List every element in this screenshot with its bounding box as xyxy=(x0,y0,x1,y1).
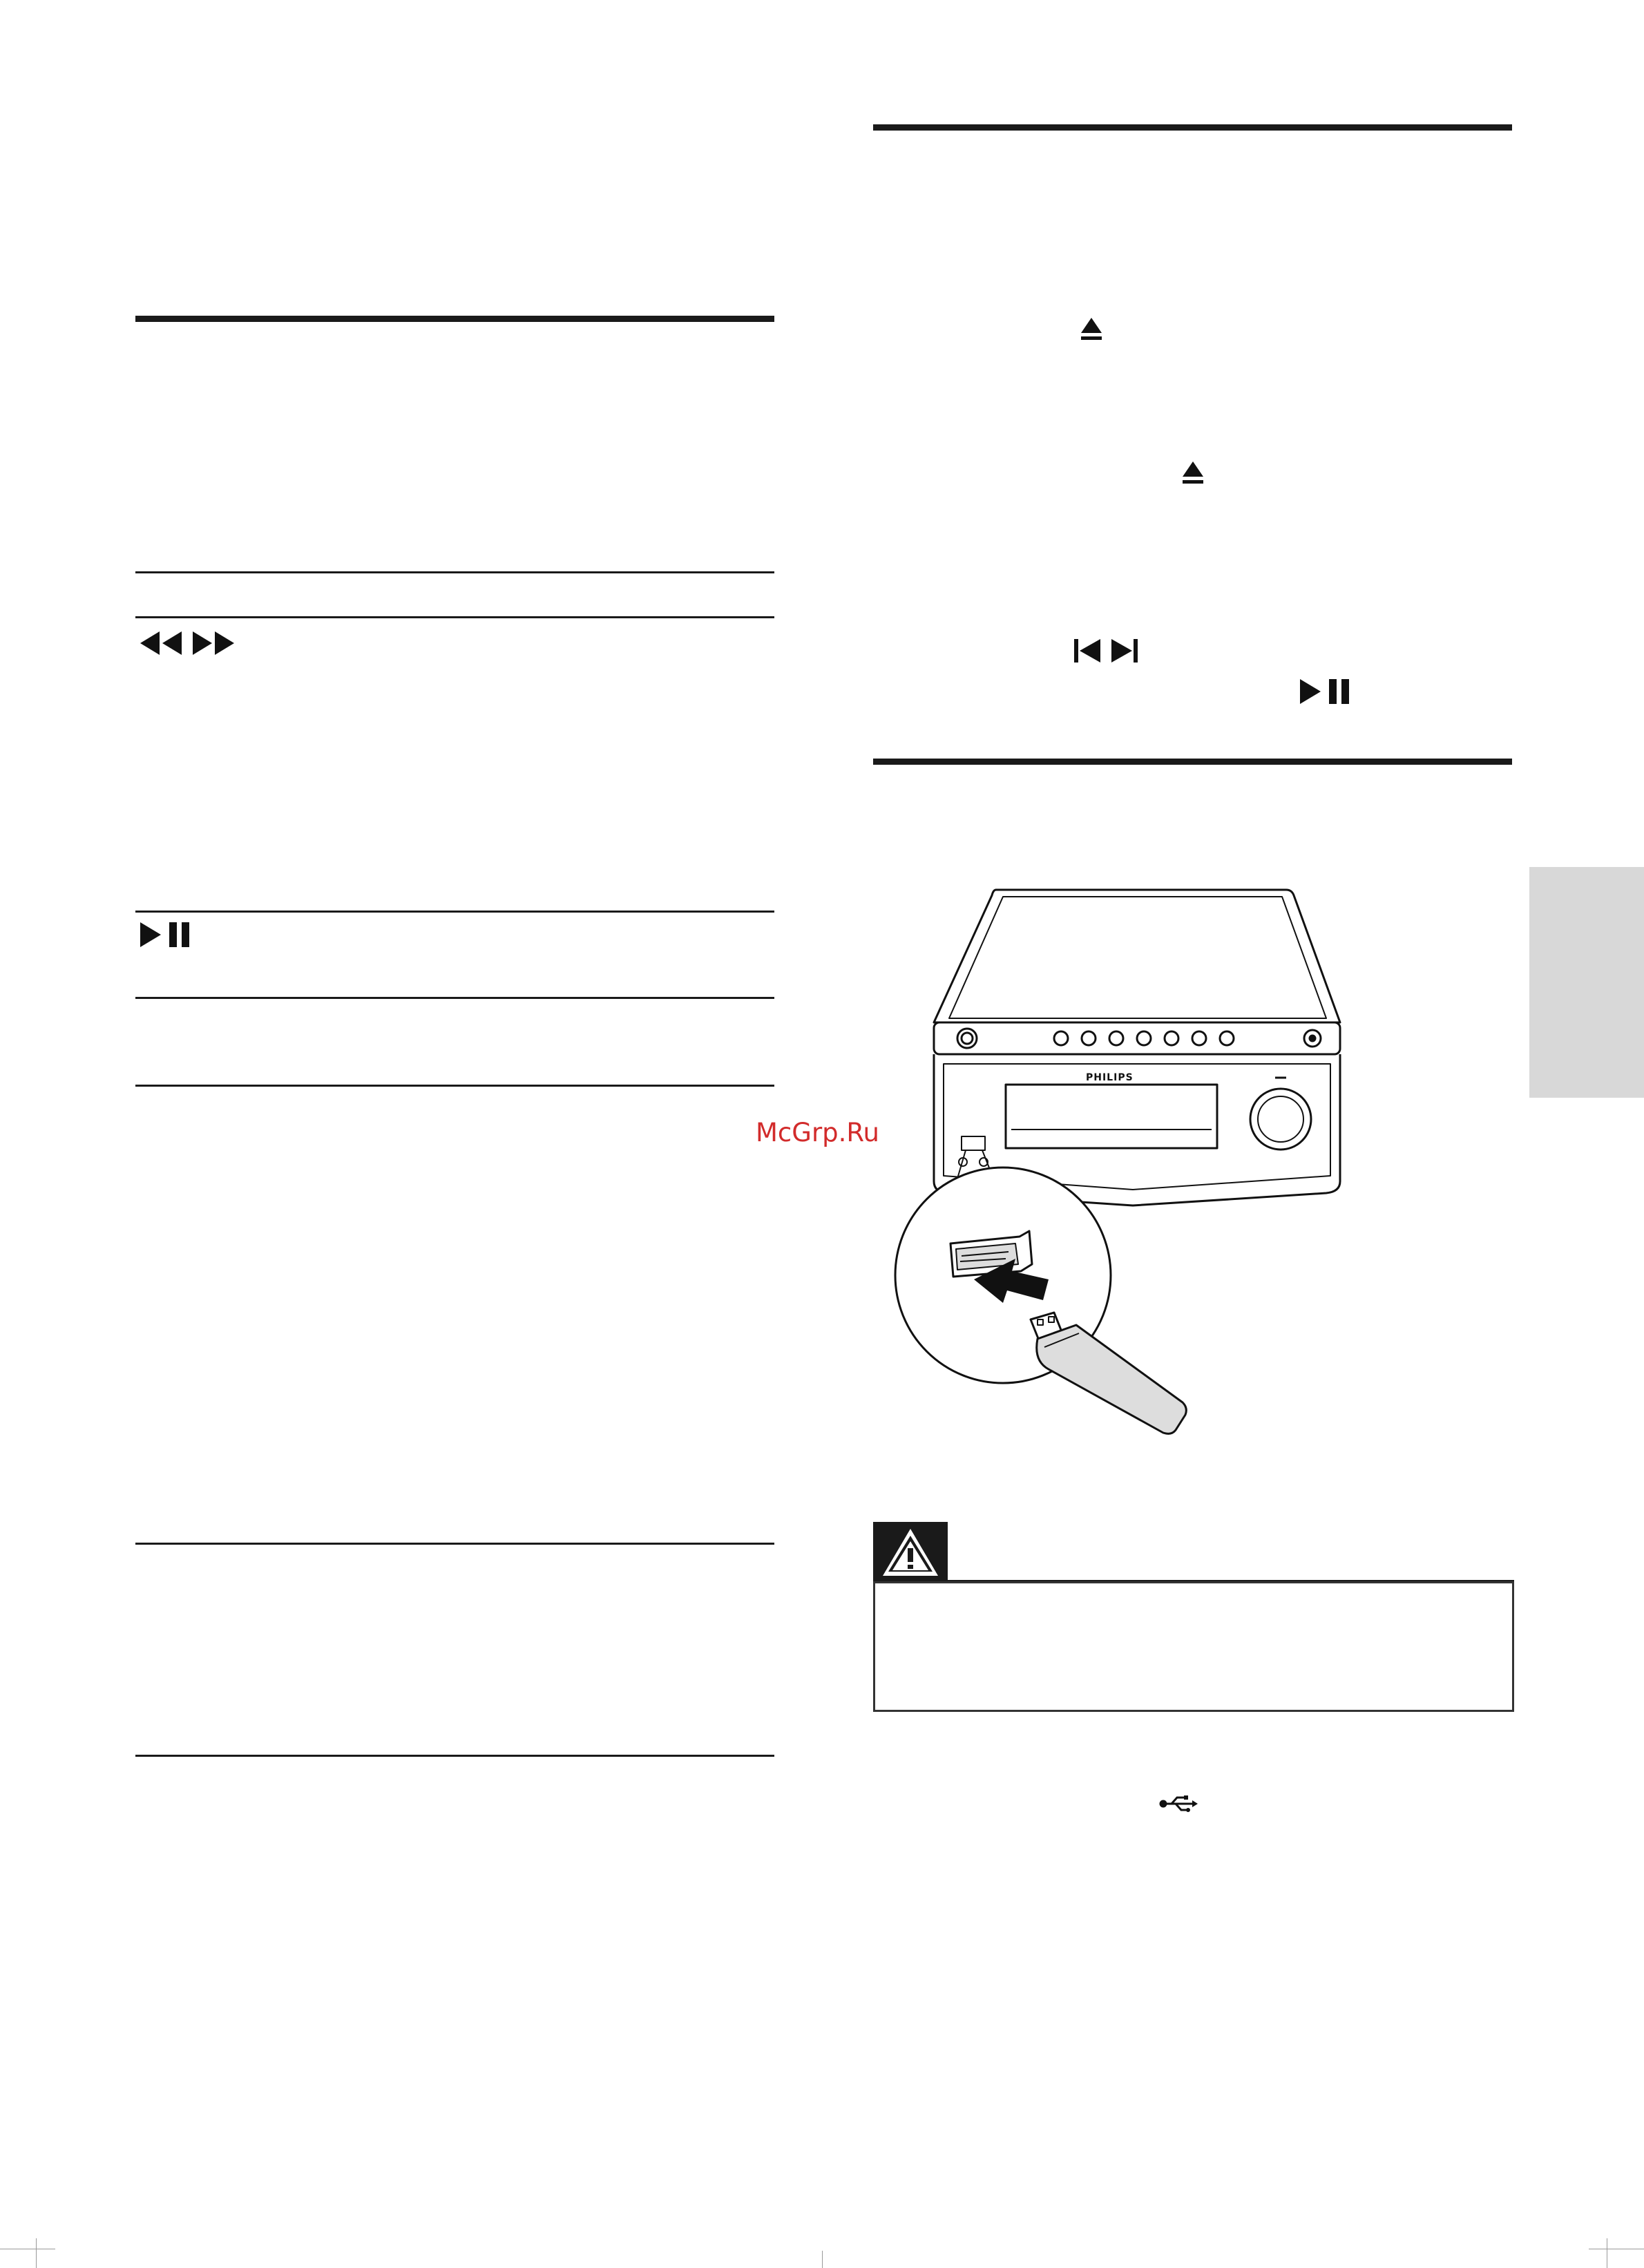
table-top-rule xyxy=(135,571,774,573)
table-rule-3 xyxy=(135,997,774,999)
warning-box xyxy=(873,1581,1514,1712)
warning-icon xyxy=(873,1522,948,1583)
next-track-icon xyxy=(1111,639,1138,663)
eject-icon xyxy=(1081,318,1102,341)
eject-icon xyxy=(1183,461,1203,485)
rewind-ff-group xyxy=(140,629,234,658)
play-pause-icon xyxy=(1300,679,1351,704)
crop-mark xyxy=(36,2238,37,2268)
previous-next-group xyxy=(1074,638,1139,664)
table-bottom-rule xyxy=(135,1755,774,1757)
table-rule-1 xyxy=(135,616,774,618)
crop-mark xyxy=(822,2251,823,2268)
fast-forward-icon xyxy=(193,631,212,655)
warning-tab xyxy=(873,1522,948,1583)
rewind-icon xyxy=(140,629,234,658)
right-section-rule-usb xyxy=(873,759,1512,765)
brand-label: PHILIPS xyxy=(1086,1072,1134,1083)
watermark-text: McGrp.Ru xyxy=(756,1118,879,1147)
previous-track-icon xyxy=(1074,639,1100,663)
table-rule-2 xyxy=(135,911,774,913)
right-section-rule-top xyxy=(873,124,1512,131)
section-side-tab xyxy=(1529,867,1644,1098)
left-section-rule xyxy=(135,316,774,322)
usb-icon xyxy=(1159,1795,1199,1813)
play-pause-icon xyxy=(140,922,191,947)
table-rule-5 xyxy=(135,1543,774,1545)
table-rule-4 xyxy=(135,1085,774,1087)
usb-connection-illustration xyxy=(884,877,1354,1465)
